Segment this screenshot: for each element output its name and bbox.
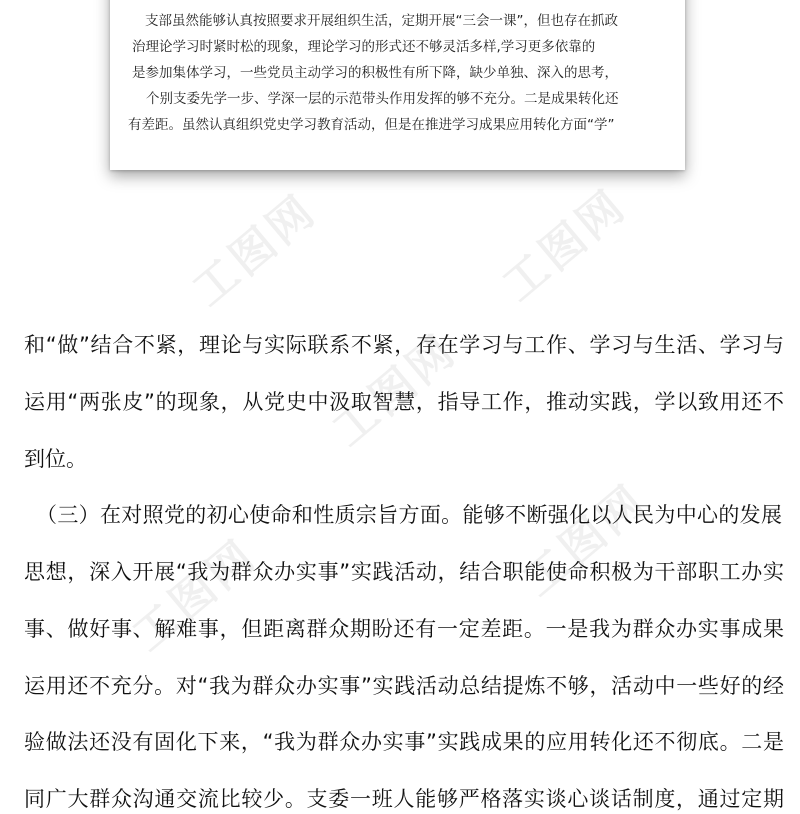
body-line-1: 和“做”结合不紧，理论与实际联系不紧，存在学习与工作、学习与生活、学习与 (24, 333, 784, 357)
watermark: 工图网 (123, 529, 267, 662)
section-heading-line: （三）在对照党的初心使命和性质宗旨方面。能够不断强化以人民为中心的发展 (36, 503, 782, 527)
document-preview-card (110, 0, 685, 170)
watermark: 工图网 (183, 184, 327, 317)
watermark: 工图网 (513, 474, 657, 607)
preview-line-2: 治理论学习时紧时松的现象，理论学习的形式还不够灵活多样,学习更多依靠的 (132, 39, 596, 55)
body-line-7: 运用还不充分。对“我为群众办实事”实践活动总结提炼不够，活动中一些好的经 (24, 674, 784, 698)
watermark: 工图网 (323, 324, 467, 457)
preview-line-5: 有差距。虽然认真组织党史学习教育活动，但是在推进学习成果应用转化方面“学” (128, 117, 615, 133)
body-line-5: 思想，深入开展“我为群众办实事”实践活动，结合职能使命积极为干部职工办实 (24, 560, 784, 584)
body-line-6: 事、做好事、解难事，但距离群众期盼还有一定差距。一是我为群众办实事成果 (24, 617, 784, 641)
body-line-3: 到位。 (24, 447, 87, 471)
preview-line-4: 个别支委先学一步、学深一层的示范带头作用发挥的够不充分。二是成果转化还 (146, 91, 619, 107)
body-line-2: 运用“两张皮”的现象，从党史中汲取智慧，指导工作，推动实践，学以致用还不 (24, 390, 784, 414)
preview-line-1: 支部虽然能够认真按照要求开展组织生活，定期开展“三会一课”，但也存在抓政 (145, 13, 618, 29)
body-line-9: 同广大群众沟通交流比较少。支委一班人能够严格落实谈心谈话制度，通过定期 (24, 787, 784, 811)
preview-line-3: 是参加集体学习，一些党员主动学习的积极性有所下降，缺少单独、深入的思考， (132, 65, 618, 81)
body-line-8: 验做法还没有固化下来，“我为群众办实事”实践成果的应用转化还不彻底。二是 (24, 730, 784, 754)
watermark: 工图网 (493, 179, 637, 312)
